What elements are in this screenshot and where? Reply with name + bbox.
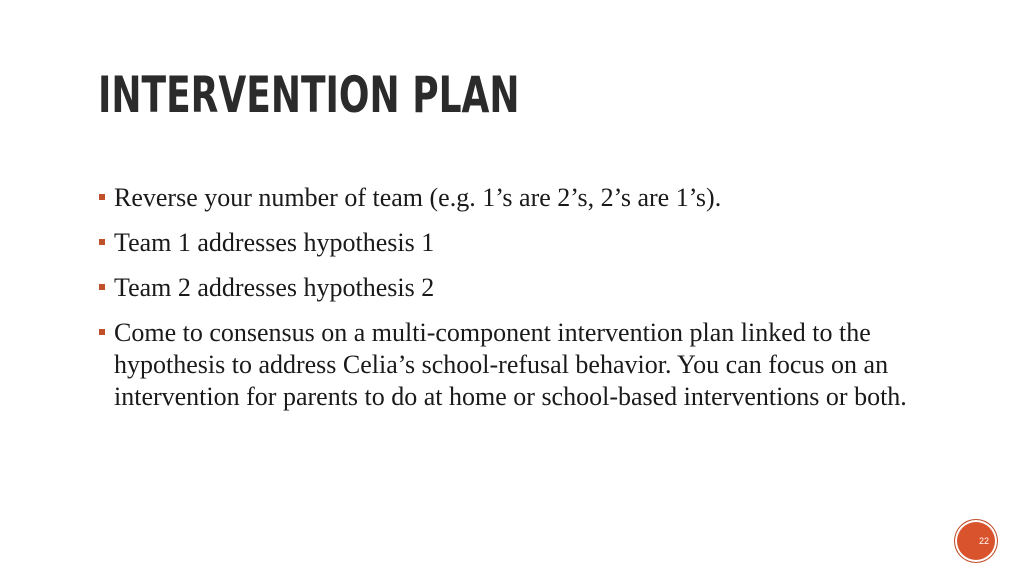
bullet-list: [98, 182, 958, 426]
bullet-text: Reverse your number of team (e.g. 1’s are 2’s, 2’s are 1’s).: [114, 183, 722, 212]
square-bullet-icon: [99, 239, 105, 245]
bullet-text: Team 2 addresses hypothesis 2: [114, 273, 435, 302]
bullet-item: [98, 182, 958, 214]
slide-title: INTERVENTION PLAN: [98, 66, 520, 124]
square-bullet-icon: [99, 284, 105, 290]
square-bullet-icon: [99, 329, 105, 335]
bullet-text: Team 1 addresses hypothesis 1: [114, 228, 435, 257]
bullet-item: [98, 272, 958, 304]
bullet-text: Come to consensus on a multi-component intervention plan linked to the hypothesis to address Celia’s school-refusal behavior. You can focus on an intervention for parents to do at home or school-based interventions or both.: [114, 318, 907, 411]
bullet-item: [98, 227, 958, 259]
page-number-badge: [957, 522, 995, 560]
bullet-item: [98, 317, 958, 413]
page-number: 22: [978, 536, 989, 546]
square-bullet-icon: [99, 194, 105, 200]
